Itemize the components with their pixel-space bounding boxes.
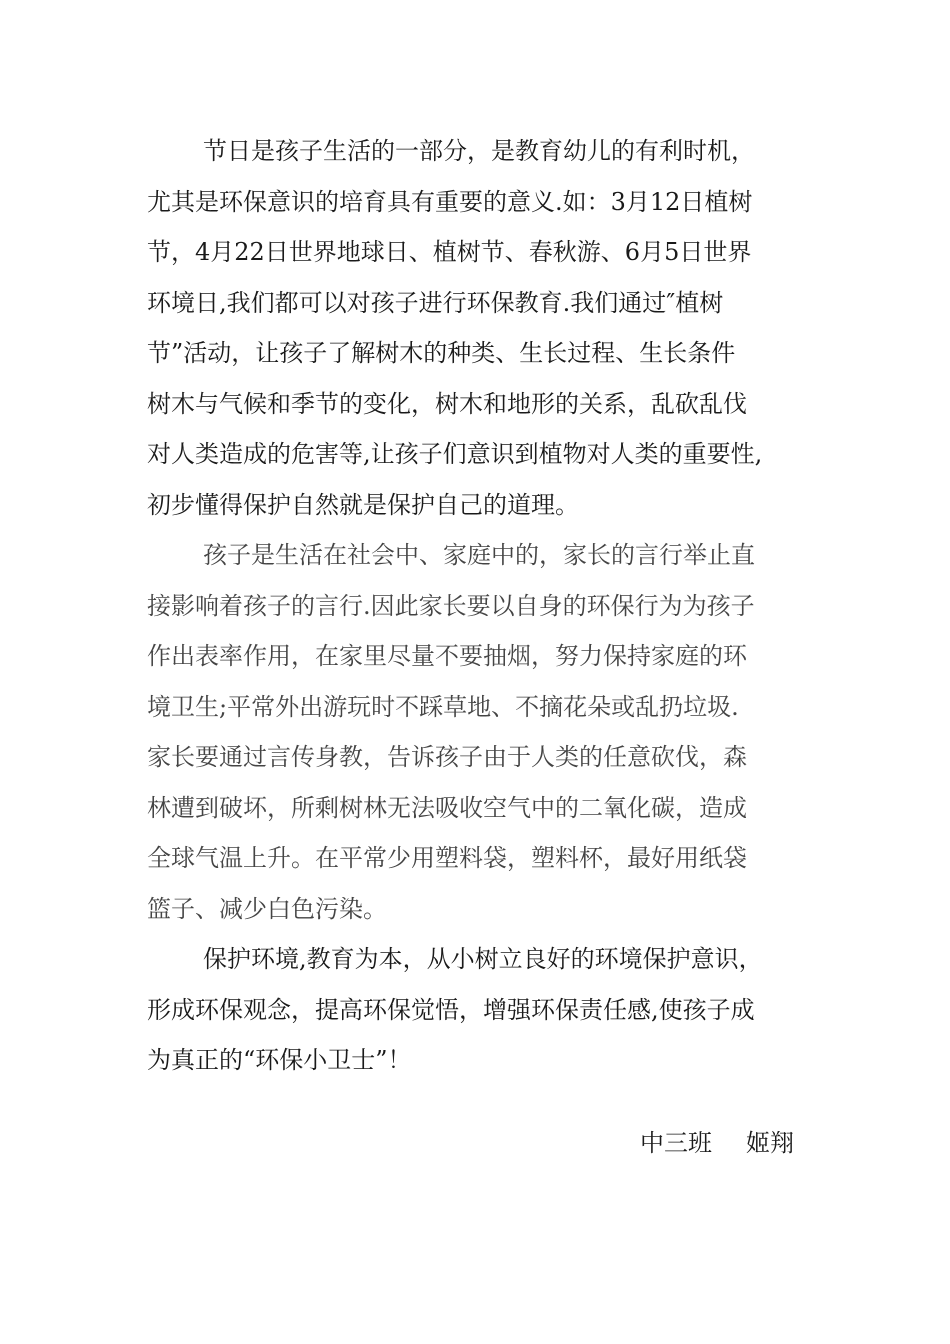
paragraph-line: 保护环境,教育为本，从小树立良好的环境保护意识， xyxy=(203,945,763,973)
paragraph-line: 尤其是环保意识的培育具有重要的意义.如：3月12日植树 xyxy=(147,187,753,216)
paragraph-line: 对人类造成的危害等,让孩子们意识到植物对人类的重要性, xyxy=(147,440,763,468)
paragraph-line: 节，4月22日世界地球日、植树节、春秋游、6月5日世界 xyxy=(147,238,752,266)
paragraph-line: 节”活动，让孩子了解树木的种类、生长过程、生长条件 xyxy=(147,339,736,367)
paragraph-line: 环境日,我们都可以对孩子进行环保教育.我们通过″植树 xyxy=(147,288,724,317)
paragraph-line: 篮子、减少白色污染。 xyxy=(147,894,387,923)
paragraph-line: 为真正的“环保小卫士”！ xyxy=(147,1046,412,1074)
paragraph-line: 接影响着孩子的言行.因此家长要以自身的环保行为为孩子 xyxy=(147,591,755,620)
paragraph-2 xyxy=(147,530,827,934)
paragraph-1 xyxy=(147,126,827,530)
signature xyxy=(640,1118,840,1168)
signature-author: 姬翔 xyxy=(746,1129,794,1157)
paragraph-line: 境卫生;平常外出游玩时不踩草地、不摘花朵或乱扔垃圾. xyxy=(147,692,739,721)
paragraph-line: 林遭到破坏，所剩树林无法吸收空气中的二氧化碳，造成 xyxy=(147,793,747,822)
document-body xyxy=(147,126,827,1086)
paragraph-line: 孩子是生活在社会中、家庭中的，家长的言行举止直 xyxy=(203,541,755,569)
paragraph-line: 家长要通过言传身教，告诉孩子由于人类的任意砍伐，森 xyxy=(147,743,747,771)
paragraph-line: 作出表率作用，在家里尽量不要抽烟，努力保持家庭的环 xyxy=(147,642,747,670)
paragraph-line: 全球气温上升。在平常少用塑料袋，塑料杯，最好用纸袋 xyxy=(147,844,747,872)
signature-class: 中三班 xyxy=(640,1129,712,1157)
paragraph-line: 形成环保观念，提高环保觉悟，增强环保责任感,使孩子成 xyxy=(147,995,755,1024)
paragraph-line: 树木与气候和季节的变化，树木和地形的关系，乱砍乱伐 xyxy=(147,389,747,418)
paragraph-line: 初步懂得保护自然就是保护自己的道理。 xyxy=(147,490,579,519)
paragraph-line: 节日是孩子生活的一部分，是教育幼儿的有利时机， xyxy=(203,137,755,165)
paragraph-3 xyxy=(147,934,827,1086)
